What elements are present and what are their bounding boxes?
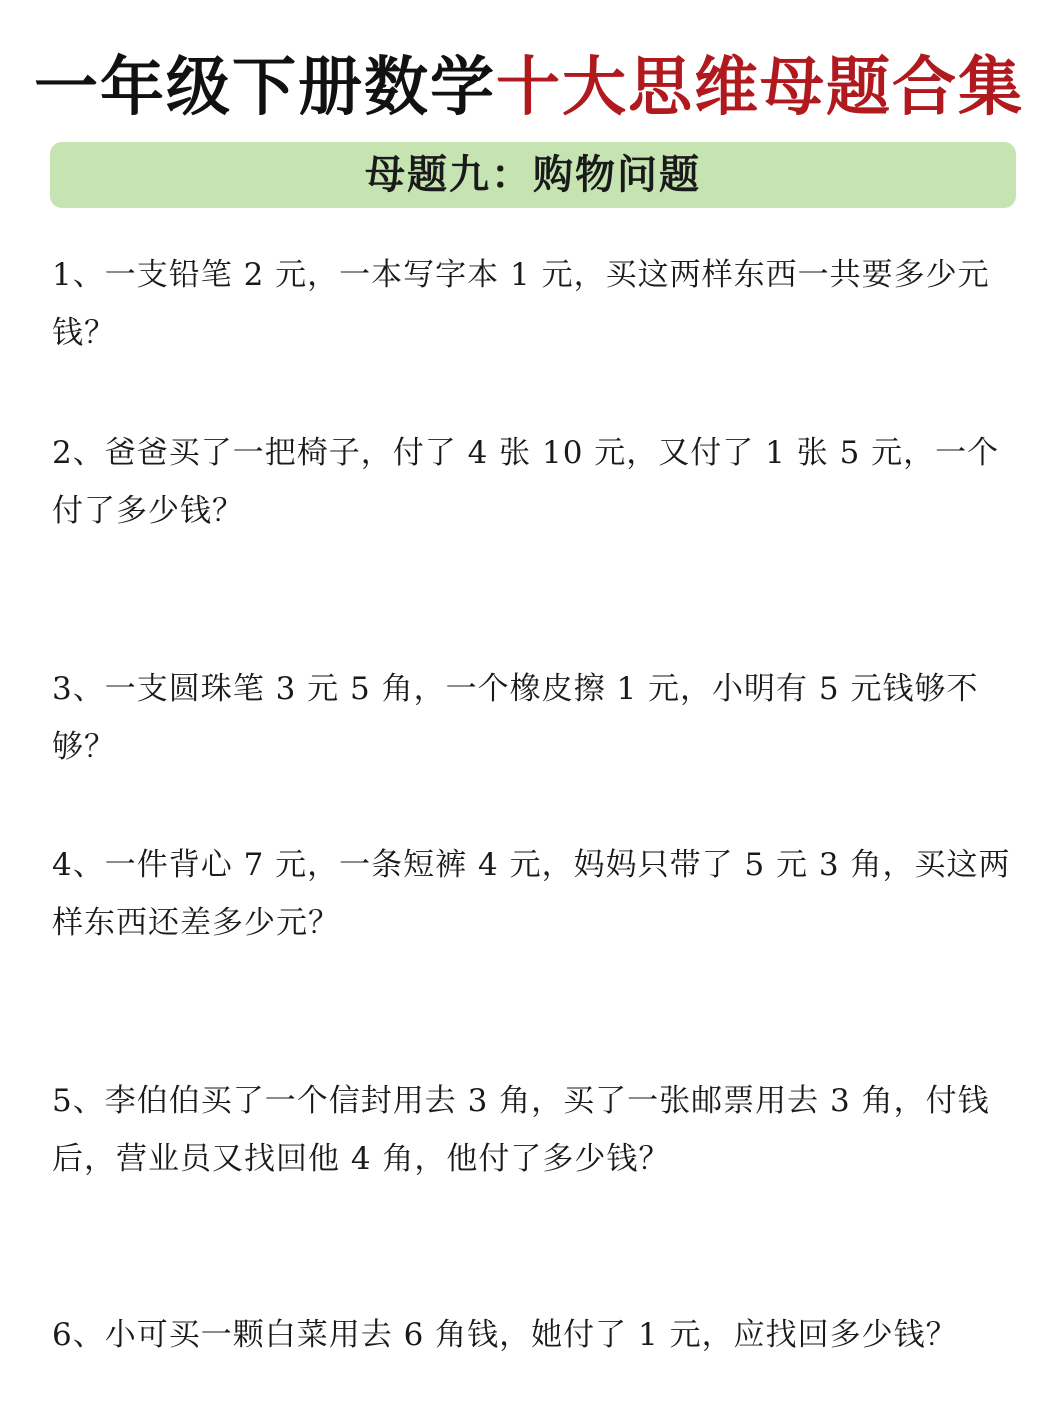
question-5: 5、李伯伯买了一个信封用去 3 角，买了一张邮票用去 3 角，付钱后，营业员又找回他 4 角，他付了多少钱？ bbox=[52, 1083, 990, 1177]
title-highlight: 十大思维母题合集 bbox=[496, 51, 1024, 125]
question-3: 3、一支圆珠笔 3 元 5 角，一个橡皮擦 1 元，小明有 5 元钱够不够？ bbox=[52, 671, 979, 765]
question-1: 1、一支铅笔 2 元，一本写字本 1 元，买这两样东西一共要多少元钱？ bbox=[52, 257, 990, 351]
page-title bbox=[0, 40, 1058, 136]
question-6: 6、小可买一颗白菜用去 6 角钱，她付了 1 元，应找回多少钱？ bbox=[52, 1317, 958, 1353]
title-grade: 一年级下册数学 bbox=[34, 51, 496, 125]
question-2: 2、爸爸买了一把椅子，付了 4 张 10 元，又付了 1 张 5 元，一个付了多少钱？ bbox=[52, 435, 1000, 529]
question-4: 4、一件背心 7 元，一条短裤 4 元，妈妈只带了 5 元 3 角，买这两样东西还差多少元？ bbox=[52, 847, 1011, 941]
section-banner: 母题九：购物问题 bbox=[50, 142, 1016, 208]
